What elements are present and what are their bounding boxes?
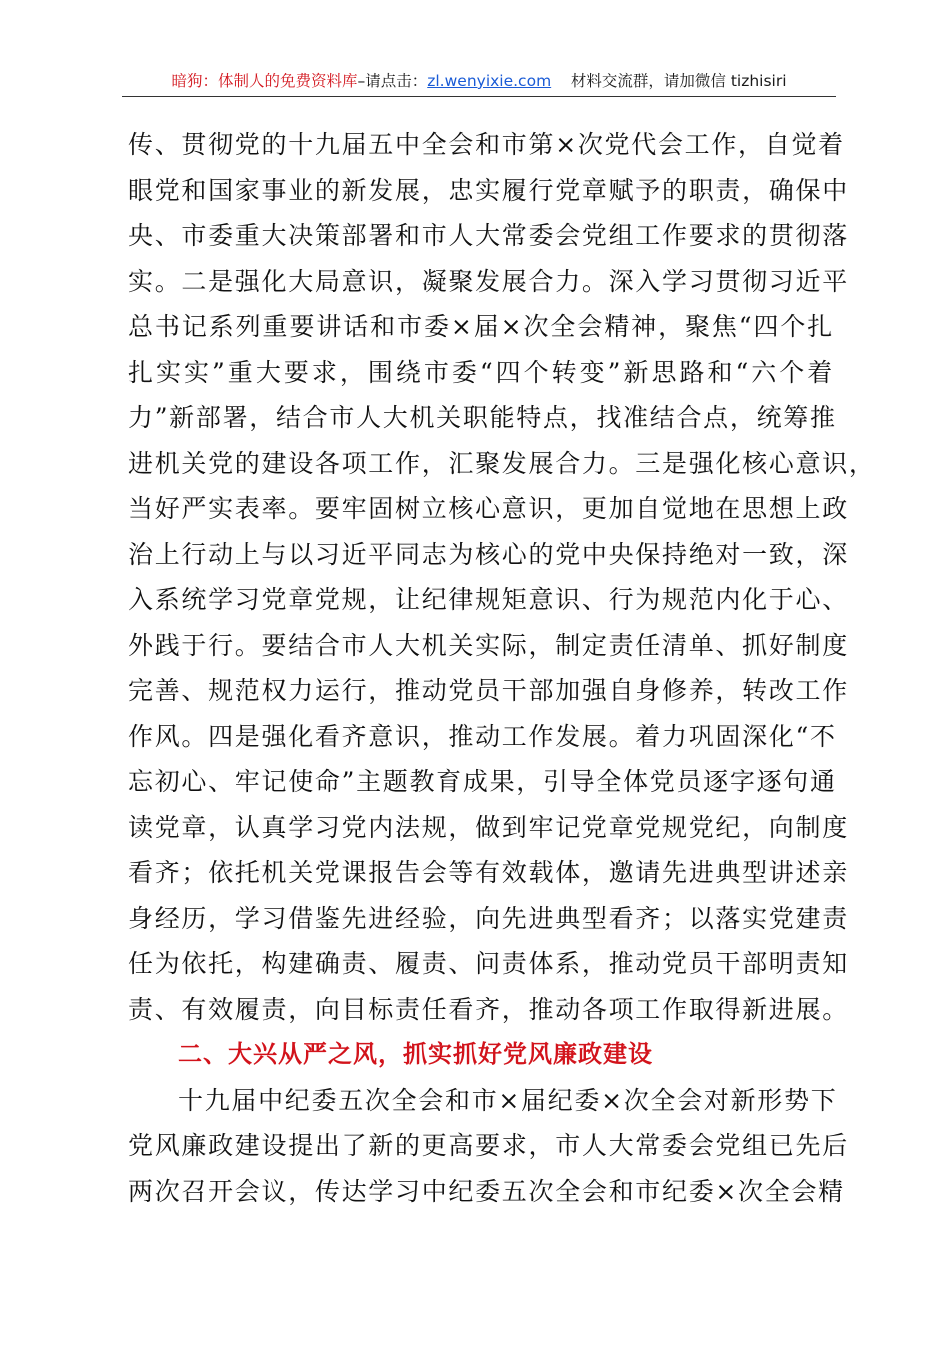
paragraph-line: 十九届中纪委五次全会和市×届纪委×次全会对新形势下: [178, 1085, 838, 1115]
paragraph-line: 外践于行。要结合市人大机关实际，制定责任清单、抓好制度: [128, 630, 849, 660]
paragraph-line: 忘初心、牢记使命”主题教育成果，引导全体党员逐字逐句通: [128, 767, 837, 796]
paragraph-line: 作风。四是强化看齐意识，推动工作发展。着力巩固深化“不: [128, 721, 837, 751]
header-contact-text: 材料交流群，请加微信 tizhisiri: [570, 72, 787, 90]
paragraph-line: 读党章，认真学习党内法规，做到牢记党章党规党纪，向制度: [128, 812, 849, 842]
paragraph-line: 入系统学习党章党规，让纪律规矩意识、行为规范内化于心、: [128, 585, 849, 614]
paragraph-line: 进机关党的建设各项工作，汇聚发展合力。三是强化核心意识，: [128, 448, 876, 478]
page-header-banner: [122, 68, 836, 94]
paragraph-line: 眼党和国家事业的新发展，忠实履行党章赋予的职责，确保中: [128, 175, 849, 205]
header-click-hint: –请点击：: [357, 72, 428, 90]
paragraph-line: 央、市委重大决策部署和市人大常委会党组工作要求的贯彻落: [128, 221, 849, 250]
paragraph-line: 身经历，学习借鉴先进经验，向先进典型看齐；以落实党建责: [128, 903, 849, 933]
paragraph-line: 任为依托，构建确责、履责、问责体系，推动党员干部明责知: [128, 949, 849, 978]
header-link[interactable]: zl.wenyixie.com: [427, 72, 552, 90]
paragraph-line: 完善、规范权力运行，推动党员干部加强自身修养，转改工作: [128, 676, 849, 705]
section-heading: 二、大兴从严之风，抓实抓好党风廉政建设: [178, 1040, 653, 1068]
paragraph-line: 看齐；依托机关党课报告会等有效载体，邀请先进典型讲述亲: [128, 858, 849, 887]
document-body: [128, 122, 876, 1214]
paragraph-line: 党风廉政建设提出了新的更高要求，市人大常委会党组已先后: [128, 1131, 849, 1160]
paragraph-line: 两次召开会议，传达学习中纪委五次全会和市纪委×次全会精: [128, 1176, 845, 1206]
paragraph-line: 总书记系列重要讲话和市委×届×次全会精神，聚焦“四个扎: [128, 312, 834, 341]
header-promo-text: 暗狗：体制人的免费资料库: [171, 72, 358, 90]
paragraph-line: 治上行动上与以习近平同志为核心的党中央保持绝对一致，深: [128, 539, 849, 569]
header-divider: [122, 96, 836, 97]
paragraph-line: 责、有效履责，向目标责任看齐，推动各项工作取得新进展。: [128, 994, 849, 1024]
paragraph-line: 当好严实表率。要牢固树立核心意识，更加自觉地在思想上政: [128, 494, 849, 523]
paragraph-line: 扎实实”重大要求，围绕市委“四个转变”新思路和“六个着: [128, 357, 834, 387]
paragraph-line: 力”新部署，结合市人大机关职能特点，找准结合点，统筹推: [128, 403, 837, 432]
paragraph-line: 实。二是强化大局意识，凝聚发展合力。深入学习贯彻习近平: [128, 266, 849, 296]
paragraph-line: 传、贯彻党的十九届五中全会和市第×次党代会工作，自觉着: [128, 130, 845, 159]
